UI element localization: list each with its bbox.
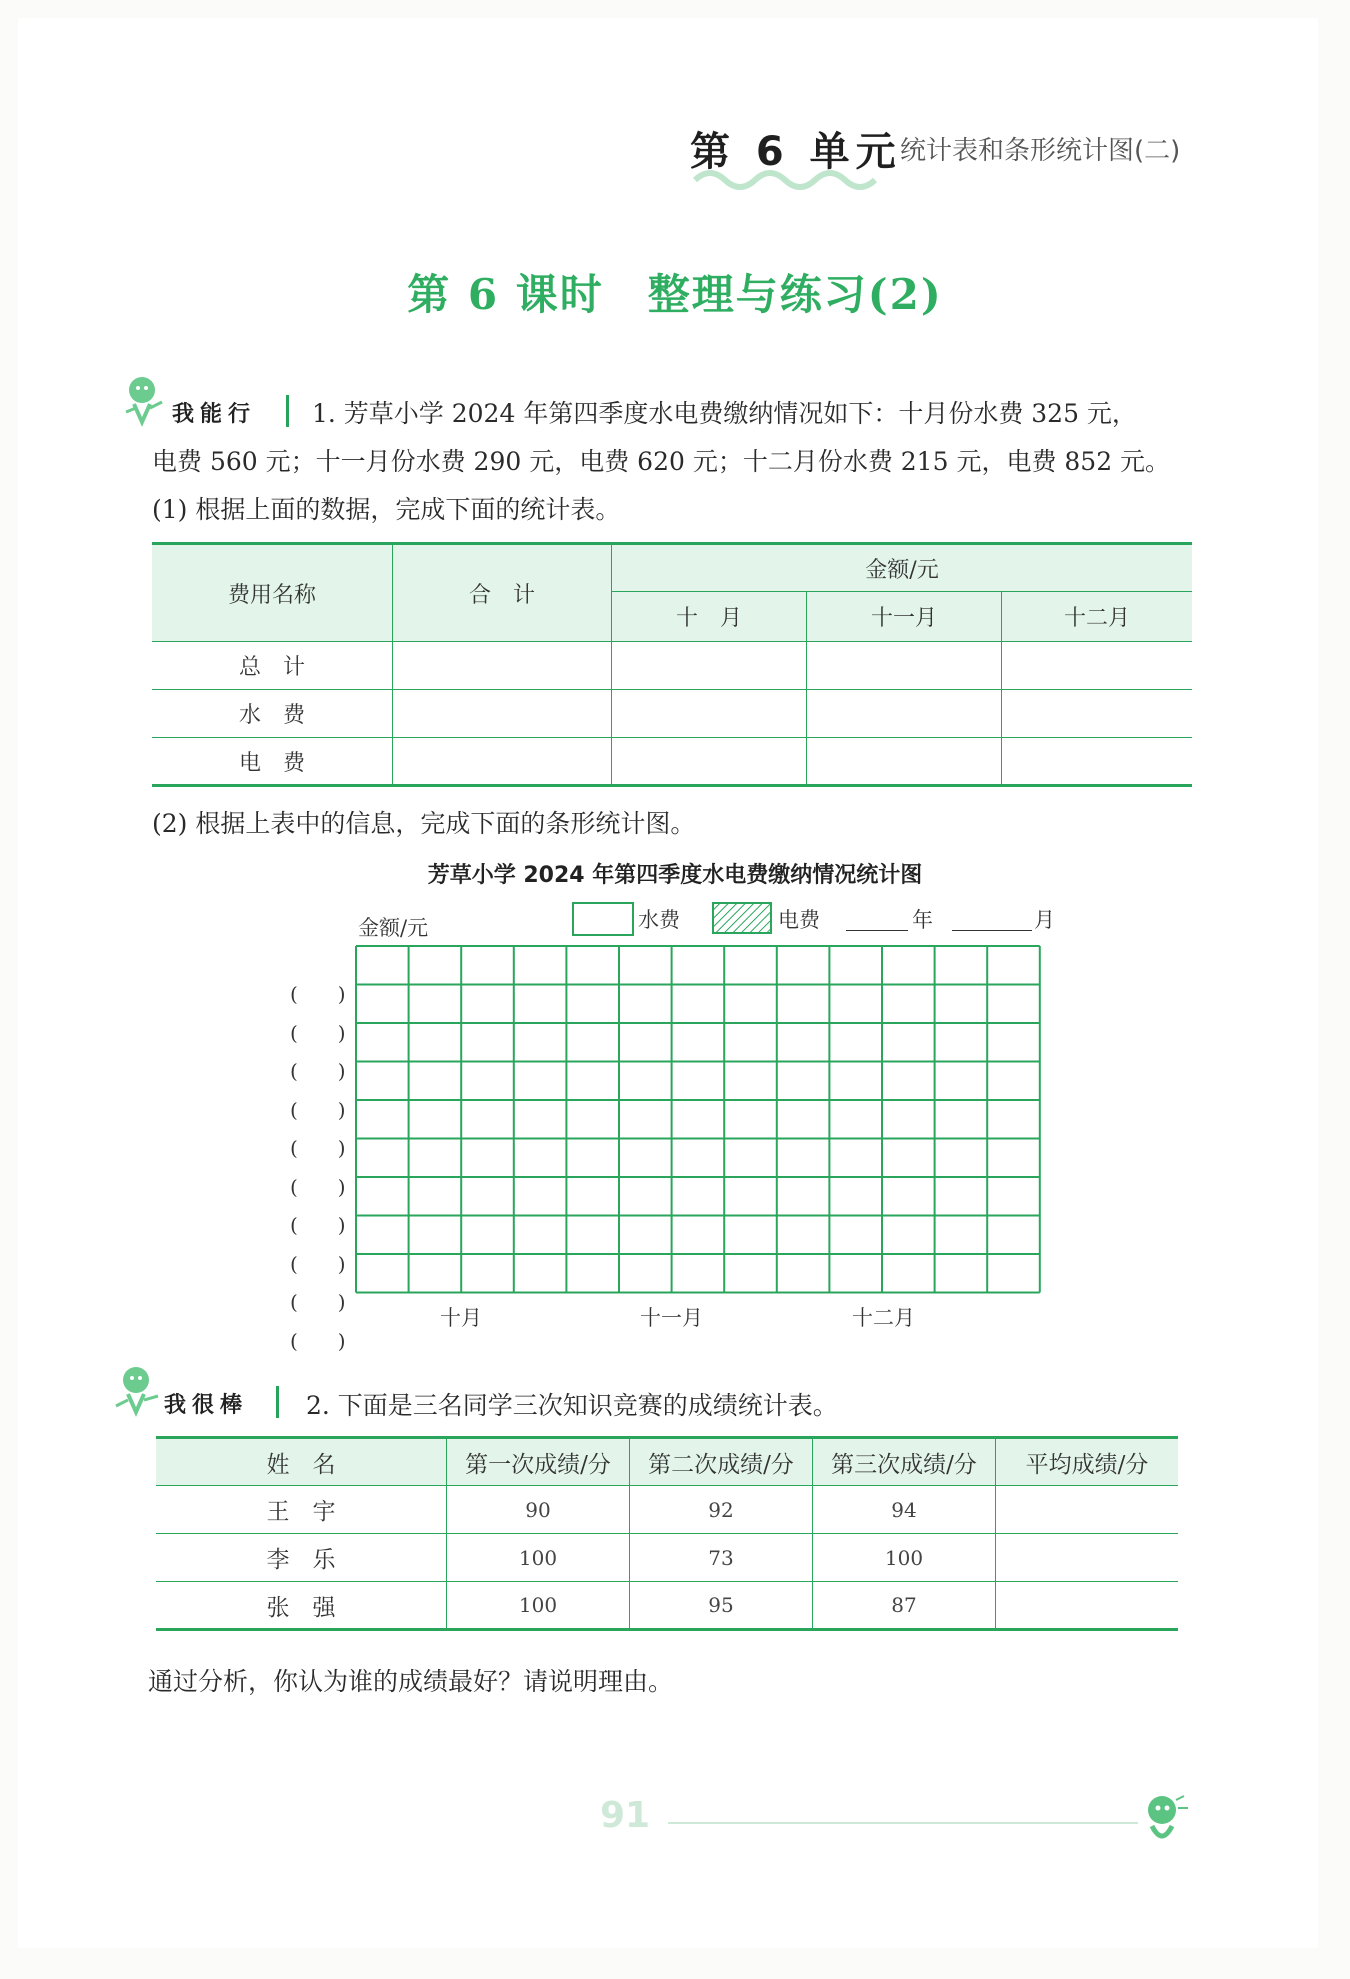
col-header-month: 十 月: [612, 592, 807, 642]
y-tick-blank[interactable]: ( ): [290, 1290, 346, 1314]
q1-line1: 1. 芳草小学 2024 年第四季度水电费缴纳情况如下：十月份水费 325 元，: [312, 399, 1137, 428]
tag-great: 我很棒: [164, 1393, 249, 1418]
score-table: [156, 1436, 1178, 1631]
answer-cell[interactable]: [393, 690, 612, 738]
score-cell: 100: [447, 1582, 630, 1630]
x-label: 十二月: [852, 1306, 915, 1330]
col-header-total: 合 计: [393, 544, 612, 642]
page-number: 91: [600, 1795, 651, 1836]
col-header-month: 十一月: [807, 592, 1002, 642]
col-header: 第三次成绩/分: [813, 1438, 996, 1486]
x-label: 十月: [440, 1306, 482, 1330]
x-label: 十一月: [640, 1306, 703, 1330]
bar-chart-grid[interactable]: [350, 940, 1050, 1300]
score-cell: 92: [630, 1486, 813, 1534]
col-header: 平均成绩/分: [996, 1438, 1179, 1486]
score-cell: 94: [813, 1486, 996, 1534]
lesson-title: 第 6 课时 整理与练习(2): [407, 270, 943, 319]
answer-cell[interactable]: [1002, 642, 1193, 690]
wave-decoration-icon: [690, 168, 880, 190]
footer-rule: [668, 1822, 1138, 1824]
score-cell: 87: [813, 1582, 996, 1630]
table-row: [152, 690, 1192, 738]
y-axis-label: 金额/元: [358, 916, 429, 940]
y-tick-blank[interactable]: ( ): [290, 1174, 346, 1199]
score-cell: 100: [813, 1534, 996, 1582]
mascot-icon: [120, 372, 168, 428]
answer-cell[interactable]: [612, 690, 807, 738]
q2-line: 2. 下面是三名同学三次知识竞赛的成绩统计表。: [306, 1391, 838, 1420]
average-answer-cell[interactable]: [996, 1582, 1179, 1630]
answer-cell[interactable]: [393, 642, 612, 690]
q1-part2: (2) 根据上表中的信息，完成下面的条形统计图。: [152, 809, 696, 838]
answer-cell[interactable]: [1002, 690, 1193, 738]
tag-divider: [276, 1386, 279, 1418]
student-name: 张 强: [156, 1582, 447, 1630]
y-tick-blank[interactable]: ( ): [290, 1136, 346, 1160]
score-cell: 100: [447, 1534, 630, 1582]
score-cell: 90: [447, 1486, 630, 1534]
student-name: 王 宇: [156, 1486, 447, 1534]
table-row: [156, 1582, 1178, 1630]
q1-part1: (1) 根据上面的数据，完成下面的统计表。: [152, 495, 621, 524]
fee-table: [152, 542, 1192, 787]
table-row: [156, 1534, 1178, 1582]
table-row: [152, 738, 1192, 786]
legend-electric-swatch: [712, 902, 774, 936]
student-name: 李 乐: [156, 1534, 447, 1582]
month-label: 月: [1034, 908, 1055, 932]
col-header-name: 费用名称: [152, 544, 393, 642]
row-label: 水 费: [152, 690, 393, 738]
legend-electric-label: 电费: [778, 908, 820, 932]
unit-subtitle: 统计表和条形统计图(二): [900, 136, 1181, 166]
legend-water-label: 水费: [638, 908, 680, 932]
year-blank[interactable]: [846, 930, 908, 931]
answer-cell[interactable]: [807, 690, 1002, 738]
mascot-footer-icon: [1136, 1790, 1196, 1854]
chart-title: 芳草小学 2024 年第四季度水电费缴纳情况统计图: [427, 863, 923, 888]
answer-cell[interactable]: [612, 642, 807, 690]
average-answer-cell[interactable]: [996, 1534, 1179, 1582]
month-blank[interactable]: [952, 930, 1032, 931]
col-header: 姓 名: [156, 1438, 447, 1486]
y-tick-blank[interactable]: ( ): [290, 1328, 346, 1353]
row-label: 总 计: [152, 642, 393, 690]
legend-water-swatch: [572, 902, 634, 936]
score-cell: 95: [630, 1582, 813, 1630]
score-cell: 73: [630, 1534, 813, 1582]
y-tick-blank[interactable]: ( ): [290, 1020, 346, 1045]
answer-cell[interactable]: [1002, 738, 1193, 786]
tag-divider: [286, 395, 289, 427]
col-header: 第二次成绩/分: [630, 1438, 813, 1486]
answer-cell[interactable]: [393, 738, 612, 786]
year-label: 年: [912, 908, 933, 932]
y-tick-blank[interactable]: ( ): [290, 1059, 346, 1083]
mascot-icon: [112, 1362, 164, 1420]
col-header: 第一次成绩/分: [447, 1438, 630, 1486]
answer-cell[interactable]: [612, 738, 807, 786]
row-label: 电 费: [152, 738, 393, 786]
table-row: [156, 1486, 1178, 1534]
answer-cell[interactable]: [807, 642, 1002, 690]
y-tick-blank[interactable]: ( ): [290, 1213, 346, 1237]
average-answer-cell[interactable]: [996, 1486, 1179, 1534]
answer-cell[interactable]: [807, 738, 1002, 786]
q1-line2: 电费 560 元；十一月份水费 290 元，电费 620 元；十二月份水费 215 元，电费 852 元。: [152, 447, 1171, 476]
tag-i-can: 我能行: [172, 402, 257, 427]
y-tick-blank[interactable]: ( ): [290, 1097, 346, 1122]
table-row: [152, 642, 1192, 690]
q2-question: 通过分析，你认为谁的成绩最好？请说明理由。: [148, 1667, 674, 1696]
y-tick-blank[interactable]: ( ): [290, 1251, 346, 1276]
col-header-amount: 金额/元: [612, 544, 1193, 592]
y-tick-blank[interactable]: ( ): [290, 982, 346, 1006]
col-header-month: 十二月: [1002, 592, 1193, 642]
unit-title: 第 6 单元: [690, 129, 902, 175]
